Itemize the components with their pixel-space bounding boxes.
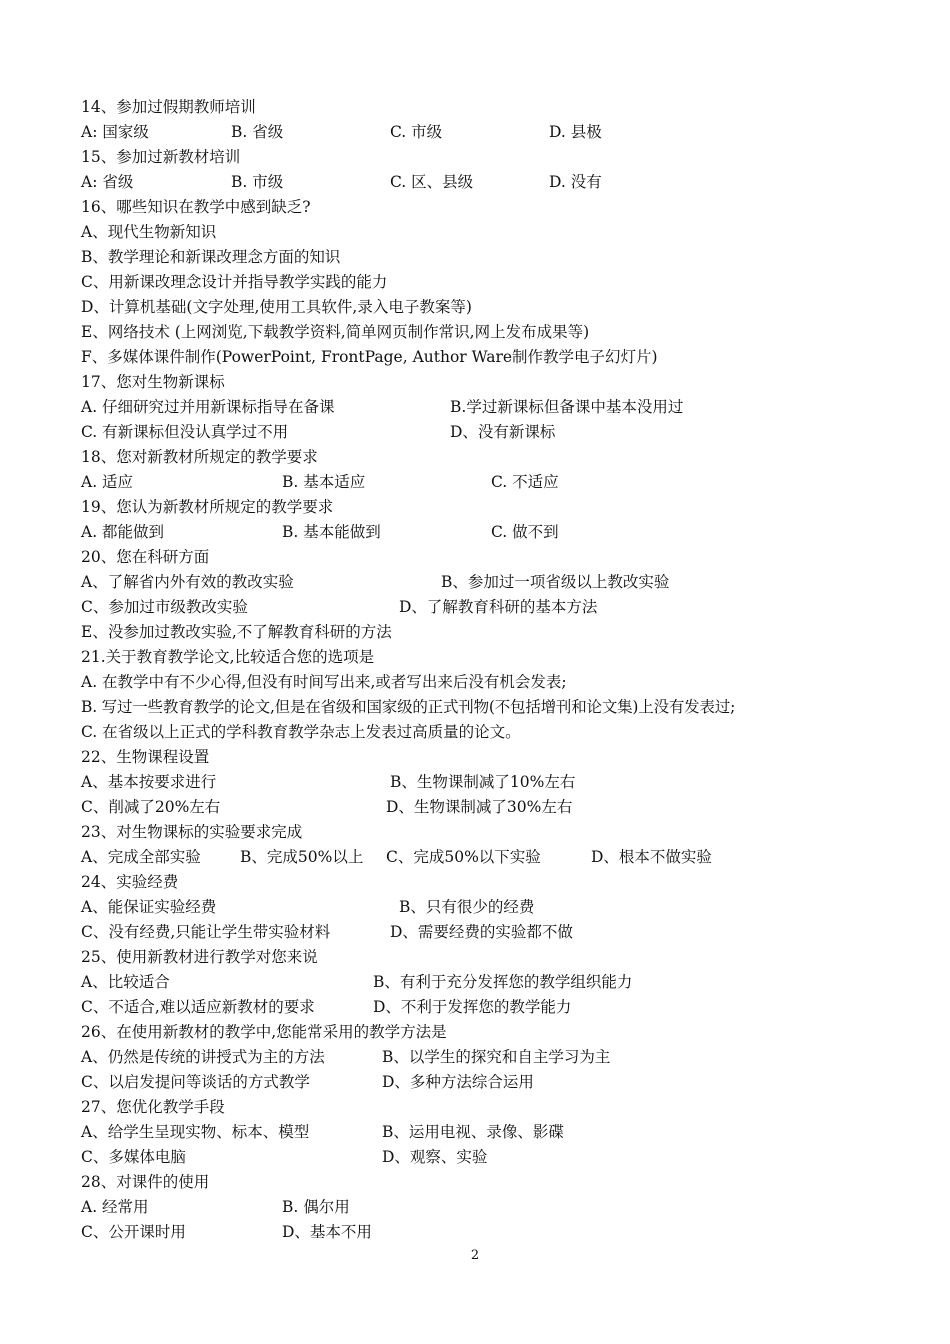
option-c: C. 不适应 xyxy=(491,473,559,491)
question-23-title: 23、对生物课标的实验要求完成 xyxy=(81,823,303,841)
question-21-title: 21.关于教育教学论文,比较适合您的选项是 xyxy=(81,648,375,666)
option-c: C、没有经费,只能让学生带实验材料 xyxy=(81,923,331,941)
option-a: A. 都能做到 xyxy=(81,523,165,541)
option-c: C、以启发提问等谈话的方式教学 xyxy=(81,1073,310,1091)
option-c: C. 区、县级 xyxy=(390,173,474,191)
page-number: 2 xyxy=(470,1248,480,1263)
option-a: A、能保证实验经费 xyxy=(81,898,217,916)
option-c: C、参加过市级教改实验 xyxy=(81,598,248,616)
option-a: A、基本按要求进行 xyxy=(81,773,217,791)
option-a: A、仍然是传统的讲授式为主的方法 xyxy=(81,1048,325,1066)
option-d: D、需要经费的实验都不做 xyxy=(390,923,573,941)
option-a: A. 经常用 xyxy=(81,1198,149,1216)
option-c: C、多媒体电脑 xyxy=(81,1148,186,1166)
question-28-title: 28、对课件的使用 xyxy=(81,1173,210,1191)
option-b: B. 偶尔用 xyxy=(282,1198,350,1216)
option-d: D、根本不做实验 xyxy=(591,848,712,866)
question-17-title: 17、您对生物新课标 xyxy=(81,373,225,391)
option-a: A. 适应 xyxy=(81,473,134,491)
question-24-title: 24、实验经费 xyxy=(81,873,179,891)
question-20-option-e: E、没参加过教改实验,不了解教育科研的方法 xyxy=(81,623,392,641)
option-c: C、削减了20%左右 xyxy=(81,798,221,816)
option-b: B、生物课制减了10%左右 xyxy=(390,773,576,791)
option-b: B.学过新课标但备课中基本没用过 xyxy=(450,398,684,416)
question-16-option-e: E、网络技术 (上网浏览,下载教学资料,简单网页制作常识,网上发布成果等) xyxy=(81,323,590,341)
question-16-option-a: A、现代生物新知识 xyxy=(81,223,217,241)
option-a: A: 国家级 xyxy=(81,123,149,141)
question-21-option-c: C. 在省级以上正式的学科教育教学杂志上发表过高质量的论文。 xyxy=(81,723,521,741)
option-d: D、多种方法综合运用 xyxy=(382,1073,534,1091)
option-c: C、公开课时用 xyxy=(81,1223,186,1241)
option-d: D、基本不用 xyxy=(282,1223,372,1241)
question-15-title: 15、参加过新教材培训 xyxy=(81,148,241,166)
option-a: A: 省级 xyxy=(81,173,134,191)
option-b: B. 市级 xyxy=(231,173,284,191)
question-18-title: 18、您对新教材所规定的教学要求 xyxy=(81,448,318,466)
question-21-option-b: B. 写过一些教育教学的论文,但是在省级和国家级的正式刊物(不包括增刊和论文集)上没有发表过; xyxy=(81,698,736,716)
option-a: A、给学生呈现实物、标本、模型 xyxy=(81,1123,310,1141)
option-b: B. 基本适应 xyxy=(282,473,366,491)
option-b: B、只有很少的经费 xyxy=(399,898,535,916)
option-b: B、有利于充分发挥您的教学组织能力 xyxy=(373,973,633,991)
option-b: B. 基本能做到 xyxy=(282,523,381,541)
question-14-title: 14、参加过假期教师培训 xyxy=(81,98,256,116)
option-b: B. 省级 xyxy=(231,123,284,141)
option-d: D、观察、实验 xyxy=(382,1148,488,1166)
option-a: A、完成全部实验 xyxy=(81,848,201,866)
option-d: D、不利于发挥您的教学能力 xyxy=(373,998,572,1016)
question-16-option-f: F、多媒体课件制作(PowerPoint, FrontPage, Author Ware制作教学电子幻灯片) xyxy=(81,348,658,366)
option-b: B、完成50%以上 xyxy=(240,848,364,866)
question-20-title: 20、您在科研方面 xyxy=(81,548,210,566)
option-c: C. 做不到 xyxy=(491,523,559,541)
question-16-option-c: C、用新课改理念设计并指导教学实践的能力 xyxy=(81,273,388,291)
option-c: C. 市级 xyxy=(390,123,443,141)
option-b: B、以学生的探究和自主学习为主 xyxy=(382,1048,611,1066)
question-25-title: 25、使用新教材进行教学对您来说 xyxy=(81,948,318,966)
option-b: B、运用电视、录像、影碟 xyxy=(382,1123,564,1141)
option-b: B、参加过一项省级以上教改实验 xyxy=(441,573,670,591)
option-a: A、比较适合 xyxy=(81,973,170,991)
option-d: D、了解教育科研的基本方法 xyxy=(399,598,598,616)
option-d: D. 县极 xyxy=(549,123,602,141)
question-21-option-a: A. 在教学中有不少心得,但没有时间写出来,或者写出来后没有机会发表; xyxy=(81,673,567,691)
question-26-title: 26、在使用新教材的教学中,您能常采用的教学方法是 xyxy=(81,1023,447,1041)
option-c: C、完成50%以下实验 xyxy=(386,848,541,866)
option-a: A、了解省内外有效的教改实验 xyxy=(81,573,294,591)
question-16-option-d: D、计算机基础(文字处理,使用工具软件,录入电子教案等) xyxy=(81,298,472,316)
option-c: C、不适合,难以适应新教材的要求 xyxy=(81,998,315,1016)
question-22-title: 22、生物课程设置 xyxy=(81,748,210,766)
question-16-title: 16、哪些知识在教学中感到缺乏? xyxy=(81,198,311,216)
option-d: D、没有新课标 xyxy=(450,423,556,441)
option-c: C. 有新课标但没认真学过不用 xyxy=(81,423,289,441)
question-16-option-b: B、教学理论和新课改理念方面的知识 xyxy=(81,248,341,266)
option-d: D. 没有 xyxy=(549,173,602,191)
question-19-title: 19、您认为新教材所规定的教学要求 xyxy=(81,498,334,516)
question-27-title: 27、您优化教学手段 xyxy=(81,1098,225,1116)
option-a: A. 仔细研究过并用新课标指导在备课 xyxy=(81,398,335,416)
option-d: D、生物课制减了30%左右 xyxy=(386,798,573,816)
